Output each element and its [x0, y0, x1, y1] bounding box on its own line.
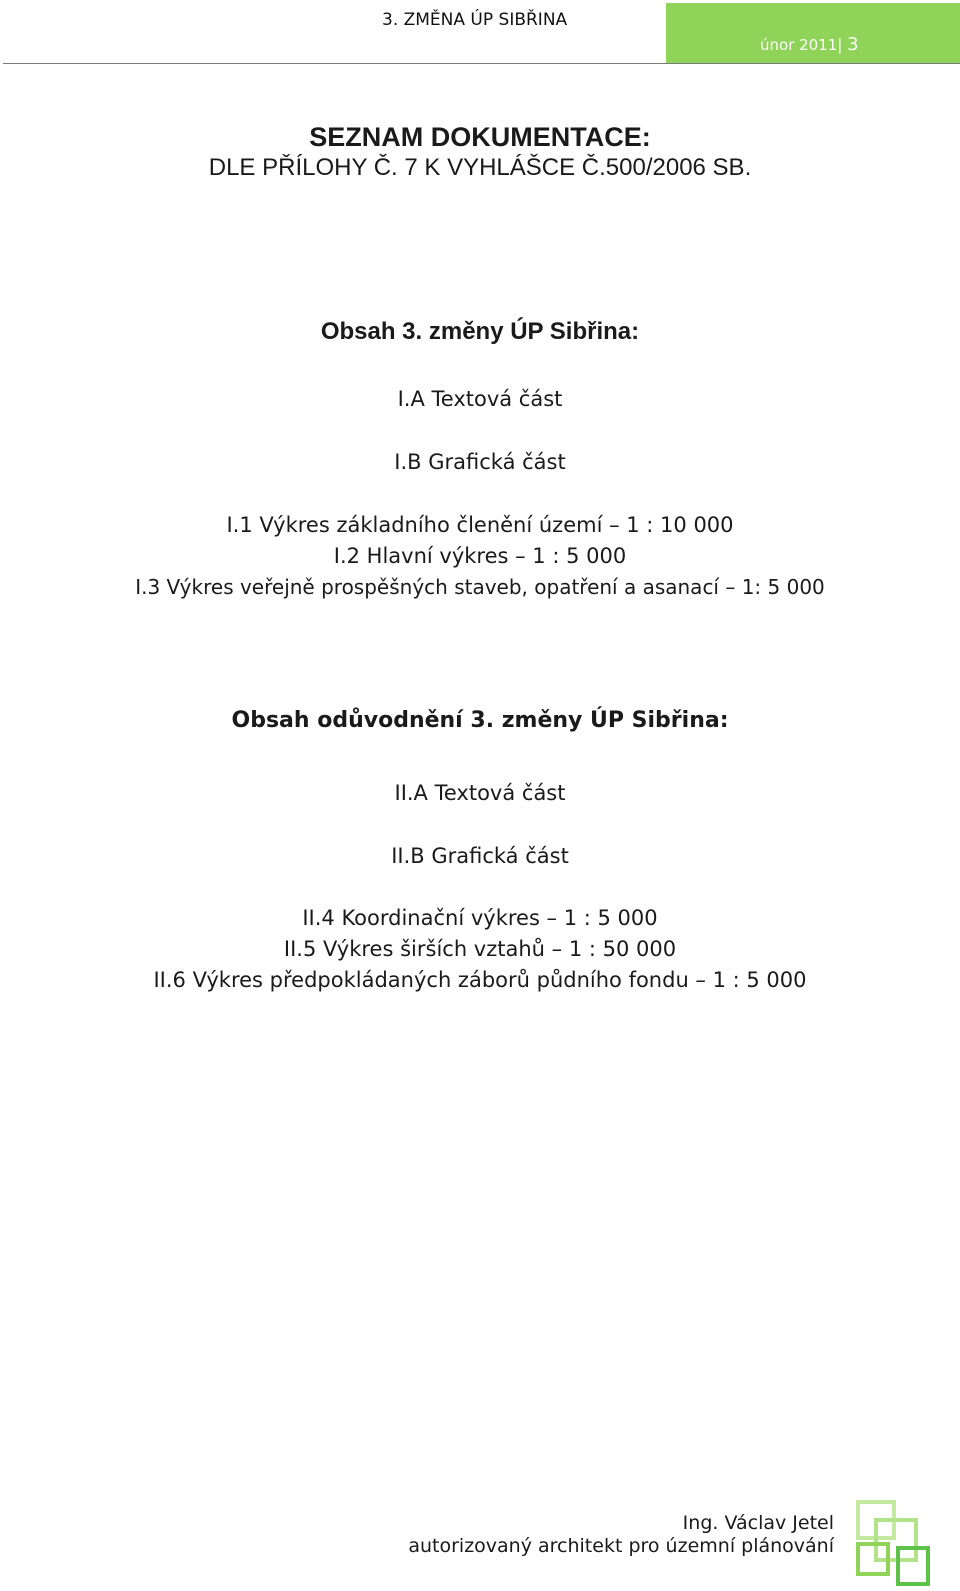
text-part-item: II.A Textová část — [394, 781, 566, 805]
drawing-item: I.3 Výkres veřejně prospěšných staveb, opatření a asanací – 1: 5 000 — [135, 575, 825, 599]
header-date: únor 2011 — [760, 36, 838, 54]
author-name: Ing. Václav Jetel — [682, 1512, 834, 1534]
author-role: autorizovaný architekt pro územní plánování — [408, 1535, 834, 1557]
text-part-item: I.A Textová část — [397, 387, 563, 411]
document-title: SEZNAM DOKUMENTACE: — [309, 122, 651, 152]
drawing-item: II.4 Koordinační výkres – 1 : 5 000 — [302, 906, 658, 930]
drawing-item: I.2 Hlavní výkres – 1 : 5 000 — [333, 544, 627, 568]
document-header-title: 3. ZMĚNA ÚP SIBŘINA — [382, 10, 568, 30]
document-subtitle: DLE PŘÍLOHY Č. 7 K VYHLÁŠCE Č.500/2006 SB. — [208, 154, 752, 181]
overlapping-squares-logo-icon — [854, 1500, 944, 1591]
header-date-page — [760, 34, 859, 55]
drawing-item: I.1 Výkres základního členění území – 1 : 10 000 — [226, 513, 734, 537]
graphic-part-item: I.B Grafická část — [394, 450, 566, 474]
section-heading-content: Obsah 3. změny ÚP Sibřina: — [320, 318, 640, 345]
graphic-part-item: II.B Grafická část — [391, 844, 569, 868]
header-divider — [3, 63, 960, 64]
page-number: 3 — [847, 34, 859, 55]
header-separator: | — [837, 36, 843, 54]
section-heading-justification: Obsah odůvodnění 3. změny ÚP Sibřina: — [231, 708, 729, 733]
drawing-item: II.5 Výkres širších vztahů – 1 : 50 000 — [283, 937, 677, 961]
logo-square-bottom-right — [898, 1548, 928, 1584]
drawing-item: II.6 Výkres předpokládaných záborů půdního fondu – 1 : 5 000 — [153, 968, 807, 992]
